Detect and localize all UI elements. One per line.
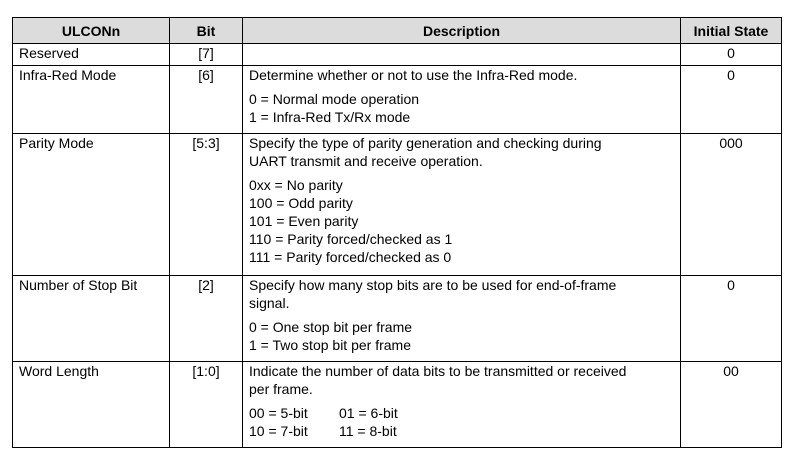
option-line: 0xx = No parity (249, 177, 343, 193)
option-cell: 01 = 6-bit (339, 405, 398, 421)
option-cell: 00 = 5-bit (249, 405, 308, 421)
ulcon-register-table (12, 17, 782, 448)
field-description (243, 276, 681, 362)
field-initial-state: 0 (681, 276, 782, 362)
option-line: 100 = Odd parity (249, 195, 353, 211)
description-options (249, 404, 674, 440)
field-initial-state: 0 (681, 44, 782, 66)
table-row-reserved (13, 44, 782, 66)
header-register: ULCONn (13, 18, 170, 44)
field-bit: [2] (170, 276, 243, 362)
description-summary (249, 362, 674, 398)
table-row-infra-red-mode (13, 66, 782, 134)
table-row-parity-mode (13, 134, 782, 276)
table-row-number-of-stop-bit (13, 276, 782, 362)
option-line (249, 422, 674, 440)
summary-line: per frame. (249, 381, 313, 397)
option-cell: 11 = 8-bit (339, 423, 397, 439)
header-bit: Bit (170, 18, 243, 44)
option-line: 101 = Even parity (249, 213, 359, 229)
field-bit: [7] (170, 44, 243, 66)
field-bit: [5:3] (170, 134, 243, 276)
header-description: Description (243, 18, 681, 44)
field-name: Word Length (13, 362, 170, 448)
option-line: 1 = Two stop bit per frame (249, 337, 411, 353)
field-bit: [1:0] (170, 362, 243, 448)
summary-line: Specify how many stop bits are to be used for end-of-frame (249, 277, 617, 293)
description-summary (249, 276, 674, 312)
field-description (243, 44, 681, 66)
field-description (243, 362, 681, 448)
field-description (243, 134, 681, 276)
description-summary: Determine whether or not to use the Infra-Red mode. (249, 67, 578, 83)
option-line: 111 = Parity forced/checked as 0 (249, 249, 452, 265)
description-options (249, 176, 674, 266)
summary-line: UART transmit and receive operation. (249, 153, 483, 169)
field-description (243, 66, 681, 134)
summary-line: signal. (249, 295, 290, 311)
field-name: Infra-Red Mode (13, 66, 170, 134)
description-summary (249, 134, 674, 170)
option-line: 110 = Parity forced/checked as 1 (249, 231, 453, 247)
field-initial-state: 00 (681, 362, 782, 448)
table-row-word-length (13, 362, 782, 448)
option-line: 1 = Infra-Red Tx/Rx mode (249, 109, 411, 125)
summary-line: Specify the type of parity generation and checking during (249, 135, 602, 151)
description-options (249, 90, 674, 126)
field-initial-state: 0 (681, 66, 782, 134)
field-name: Reserved (13, 44, 170, 66)
option-cell: 10 = 7-bit (249, 423, 308, 439)
field-initial-state: 000 (681, 134, 782, 276)
option-line (249, 404, 674, 422)
option-line: 0 = Normal mode operation (249, 91, 420, 107)
option-line: 0 = One stop bit per frame (249, 319, 413, 335)
field-bit: [6] (170, 66, 243, 134)
header-row (13, 18, 782, 44)
field-name: Number of Stop Bit (13, 276, 170, 362)
description-options (249, 318, 674, 354)
header-initial-state: Initial State (681, 18, 782, 44)
field-name: Parity Mode (13, 134, 170, 276)
summary-line: Indicate the number of data bits to be transmitted or received (249, 363, 627, 379)
